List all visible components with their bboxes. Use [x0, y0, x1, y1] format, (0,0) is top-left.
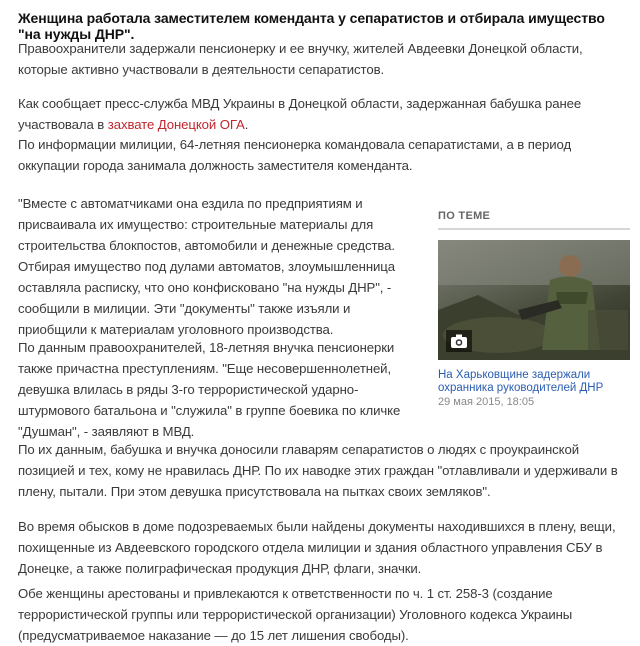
their-data-paragraph: По их данным, бабушка и внучка доносили главарям сепаратистов о людях с проукраинской позицией и тех, кому не нравилась ДНР. По их наводке этих граждан "отлавливали и удерживали в плену, пытали. При этом девушка присутствовала на пытках своих земляков".: [18, 442, 618, 499]
arrest-paragraph: Обе женщины арестованы и привлекаются к ответственности по ч. 1 ст. 258-3 (создание террористической группы или террористической организации) Уголовного кодекса Украины (предусматриваемое наказание — до 15 лет лишения свободы).: [18, 586, 573, 643]
related-date: 29 мая 2015, 18:05: [438, 396, 535, 408]
quote-paragraph: "Вместе с автоматчиками она ездила по предприятиям и присваивала их имущество: строительные материалы для строительства блокпостов, автомобили и денежные средства. Отбирая имущество под дулами автоматов, злоумышленница оставляла расписку, что оно конфисковано "на нужды ДНР", - сообщили в милиции. Эти "документы" также изъяли и приобщили к материалам уголовного производства.: [18, 196, 395, 337]
related-sidebar: [438, 210, 630, 408]
press-text-end: .: [244, 117, 249, 132]
related-heading: ПО ТЕМЕ: [438, 210, 630, 230]
related-article-link[interactable]: На Харьковщине задержали охранника руководителей ДНР: [438, 369, 604, 394]
donetsk-oga-seizure-link[interactable]: захвате Донецкой ОГА: [107, 117, 245, 132]
granddaughter-paragraph: По данным правоохранителей, 18-летняя внучка пенсионерки также причастна преступлениям. "Еще несовершеннолетней, девушка влилась в ряды 3-го террористической ударно-штурмового батальона и "служила" в группе боевика по кличке "Душман", - заявляют в МВД.: [18, 340, 401, 439]
camera-icon: [446, 330, 472, 352]
article-lead: Правоохранители задержали пенсионерку и ее внучку, жителей Авдеевки Донецкой области, которые активно участвовали в деятельности сепаратистов.: [18, 41, 583, 77]
press-text: Как сообщает пресс-служба МВД Украины в Донецкой области, задержанная бабушка ранее участвовала в: [18, 96, 582, 132]
press-service-paragraph: [18, 93, 630, 135]
article-title: Женщина работала заместителем коменданта у сепаратистов и отбирала имущество "на нужды ДНР".: [18, 10, 605, 42]
related-photo[interactable]: [438, 240, 630, 360]
searches-paragraph: Во время обысков в доме подозреваемых были найдены документы находившихся в плену, вещи, похищенные из Авдеевского городского отдела милиции и здания областного управления СБУ в Донецке, а также полиграфическая продукция ДНР, флаги, значки.: [18, 519, 616, 576]
police-info-paragraph: По информации милиции, 64-летняя пенсионерка командовала сепаратистами, а в период оккупации города занимала должность заместителя коменданта.: [18, 137, 572, 173]
camera-icon-badge: [446, 330, 472, 352]
